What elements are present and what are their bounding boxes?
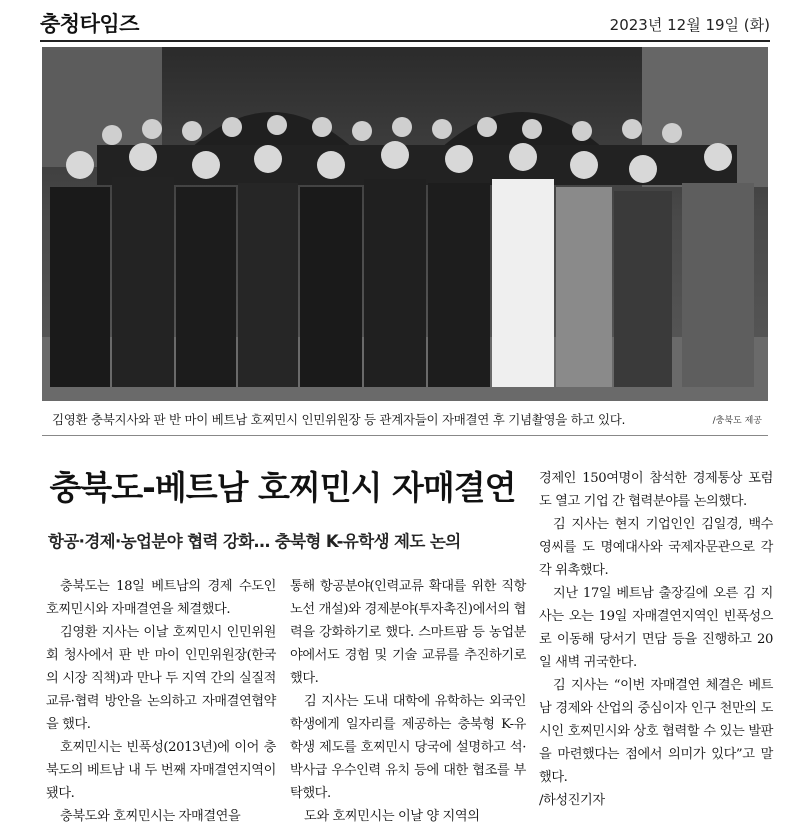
article-byline: /하성진기자 xyxy=(539,793,605,808)
paragraph: 김영환 지사는 이날 호찌민시 인민위원회 청사에서 판 반 마이 인민위원장(한국의 시장 직책)과 만나 두 지역 간의 실질적 교류·협력 방안을 논의하고 자매결연협약을 했다. xyxy=(46,625,276,732)
paragraph: 지난 17일 베트남 출장길에 오른 김 지사는 오는 19일 자매결연지역인 빈푹성으로 이동해 당서기 면담 등을 진행하고 20일 새벽 귀국한다. xyxy=(539,586,773,670)
newspaper-name: 충청타임즈 xyxy=(40,12,139,36)
photo-caption: 김영환 충북지사와 판 반 마이 베트남 호찌민시 인민위원장 등 관계자들이 자매결연 후 기념촬영을 하고 있다. xyxy=(52,412,626,427)
paragraph: 통해 항공분야(인력교류 확대를 위한 직항노선 개설)와 경제분야(투자촉진)에서의 협력을 강화하기로 했다. 스마트팜 등 농업분야에서도 경험 및 기술 교류를 추진하기로 했다. xyxy=(290,579,526,686)
masthead xyxy=(40,6,770,42)
article-column-1 xyxy=(46,575,276,828)
paragraph: 김 지사는 도내 대학에 유학하는 외국인 학생에게 일자리를 제공하는 충북형 K-유학생 제도를 호찌민시 당국에 설명하고 석·박사급 우수인력 유치 등에 대한 협조를 부탁했다. xyxy=(290,694,526,801)
paragraph: 충북도와 호찌민시는 자매결연을 xyxy=(60,809,241,824)
paragraph: 호찌민시는 빈푹성(2013년)에 이어 충북도의 베트남 내 두 번째 자매결연지역이 됐다. xyxy=(46,740,276,801)
news-photo xyxy=(42,47,768,401)
article-subhead: 항공·경제·농업분야 협력 강화… 충북형 K-유학생 제도 논의 xyxy=(48,532,461,551)
photo-caption-bar xyxy=(42,401,768,436)
group-photo-image xyxy=(42,47,768,401)
paragraph: 충북도는 18일 베트남의 경제 수도인 호찌민시와 자매결연을 체결했다. xyxy=(46,579,276,617)
article-headline: 충북도-베트남 호찌민시 자매결연 xyxy=(49,468,516,507)
paragraph: 김 지사는 현지 기업인인 김일경, 백수영씨를 도 명예대사와 국제자문관으로 각각 위촉했다. xyxy=(539,517,773,578)
paragraph: 도와 호찌민시는 이날 양 지역의 xyxy=(304,809,480,824)
photo-credit: /충북도 제공 xyxy=(712,416,762,426)
paragraph: 경제인 150여명이 참석한 경제통상 포럼도 열고 기업 간 협력분야를 논의했다. xyxy=(539,471,773,509)
article-column-2 xyxy=(290,575,526,828)
issue-date: 2023년 12월 19일 (화) xyxy=(609,16,770,34)
paragraph: 김 지사는 “이번 자매결연 체결은 베트남 경제와 산업의 중심이자 인구 천만의 도시인 호찌민시와 상호 협력할 수 있는 발판을 마련했다는 점에서 의미가 있다”고 말했다. xyxy=(539,678,773,785)
article-column-3 xyxy=(539,467,773,812)
